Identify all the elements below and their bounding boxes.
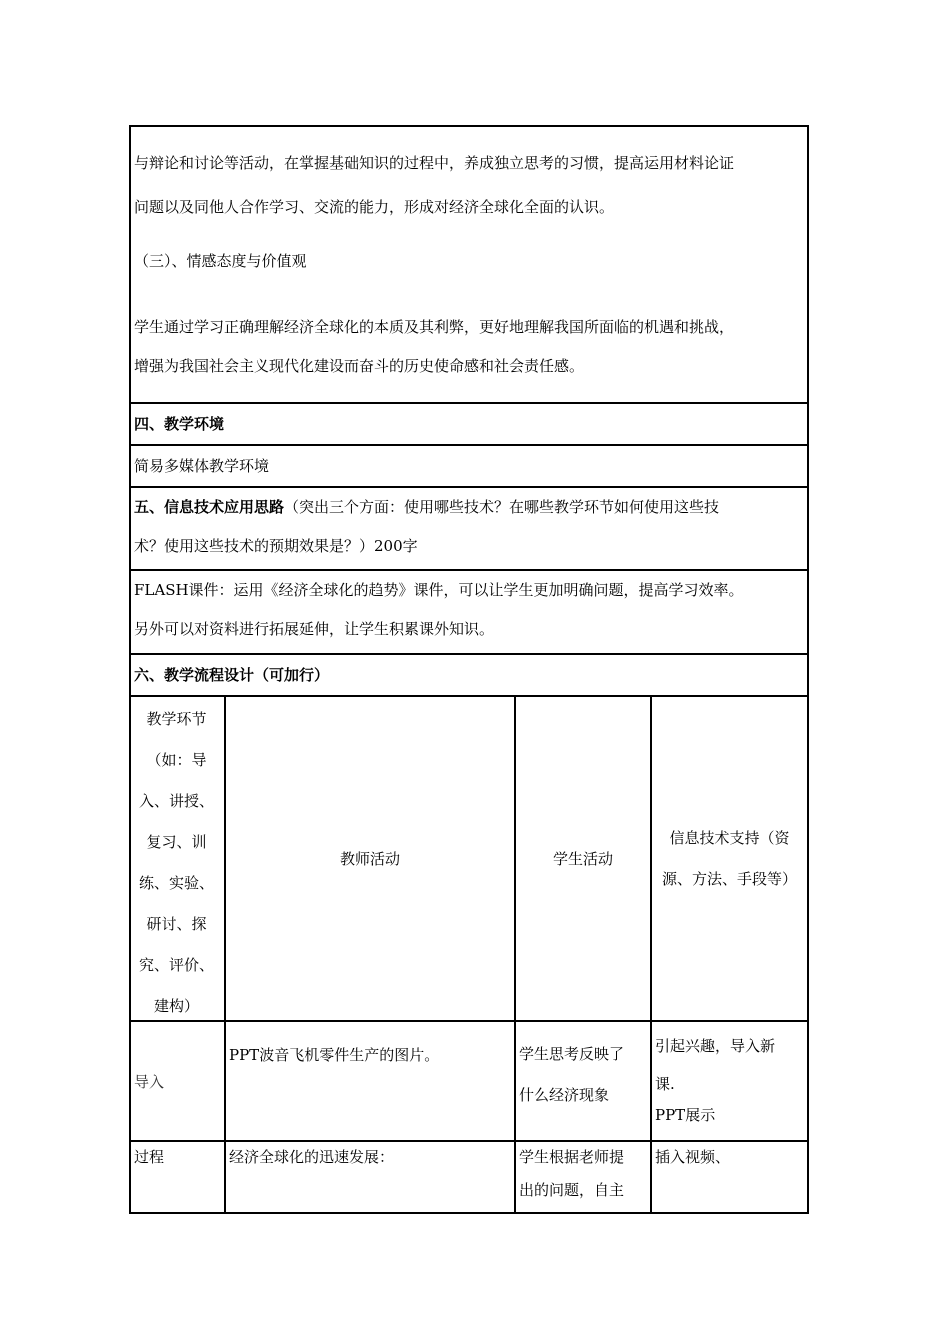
teacher-cell xyxy=(226,1142,516,1212)
it-text-line: 引起兴趣，导入新 xyxy=(655,1037,776,1055)
stage-header-line: 练、实验、 xyxy=(139,874,215,892)
stage-header-line: 入、讲授、 xyxy=(139,792,215,810)
it-header-line: 源、方法、手段等） xyxy=(661,869,797,888)
values-line-1: 学生通过学习正确理解经济全球化的本质及其利弊，更好地理解我国所面临的机遇和挑战， xyxy=(134,318,735,336)
it-heading-line-1 xyxy=(134,488,805,526)
student-text-line: 什么经济现象 xyxy=(519,1086,610,1104)
environment-heading-text: 四、教学环境 xyxy=(134,415,225,433)
it-column-header xyxy=(652,697,807,1020)
teacher-column-header xyxy=(226,697,516,1020)
student-cell xyxy=(516,1022,652,1140)
it-header-line: 信息技术支持（资 xyxy=(669,828,790,847)
stage-header-line: 教学环节 xyxy=(146,710,207,728)
values-heading: （三）、情感态度与价值观 xyxy=(134,252,307,270)
it-content-line-1: FLASH课件：运用《经济全球化的趋势》课件，可以让学生更加明确问题，提高学习效率。 xyxy=(134,581,744,599)
environment-heading xyxy=(131,404,807,446)
skills-line-1: 与辩论和讨论等活动，在掌握基础知识的过程中，养成独立思考的习惯，提高运用材料论证 xyxy=(134,154,735,172)
teacher-text: PPT波音飞机零件生产的图片。 xyxy=(229,1046,440,1064)
it-approach-content xyxy=(131,571,807,655)
it-cell xyxy=(652,1022,807,1140)
stage-cell xyxy=(131,1022,226,1140)
skills-line-2: 问题以及同他人合作学习、交流的能力，形成对经济全球化全面的认识。 xyxy=(134,198,615,216)
stage-header-line: 建构） xyxy=(153,997,199,1015)
student-cell xyxy=(516,1142,652,1212)
flow-heading xyxy=(131,655,807,697)
stage-text: 导入 xyxy=(134,1072,165,1091)
table-row xyxy=(131,1142,807,1212)
it-text-line: 插入视频、 xyxy=(655,1148,731,1166)
stage-cell xyxy=(131,1142,226,1212)
values-line-2: 增强为我国社会主义现代化建设而奋斗的历史使命感和社会责任感。 xyxy=(134,357,585,375)
student-text-line: 学生根据老师提 xyxy=(519,1148,625,1166)
it-heading-note-1: （突出三个方面：使用哪些技术？在哪些教学环节如何使用这些技 xyxy=(284,498,720,516)
student-text-line: 学生思考反映了 xyxy=(519,1045,625,1063)
stage-header-line: 复习、训 xyxy=(146,833,207,851)
stage-header-line: 究、评价、 xyxy=(139,956,215,974)
objectives-continuation xyxy=(131,141,807,404)
teacher-cell xyxy=(226,1022,516,1140)
stage-text: 过程 xyxy=(134,1148,165,1166)
student-text-line: 出的问题，自主 xyxy=(519,1181,625,1199)
it-approach-heading xyxy=(131,488,807,571)
it-text-line: PPT展示 xyxy=(655,1106,716,1124)
it-heading-bold: 五、信息技术应用思路 xyxy=(134,498,285,516)
it-content-line-2: 另外可以对资料进行拓展延伸，让学生积累课外知识。 xyxy=(134,620,495,638)
student-header-text: 学生活动 xyxy=(552,850,613,868)
stage-column-header xyxy=(131,697,226,1020)
it-heading-note-2: 术？使用这些技术的预期效果是？）200字 xyxy=(134,537,418,555)
it-text-line: 课. xyxy=(655,1075,675,1093)
it-cell xyxy=(652,1142,807,1212)
flow-heading-text: 六、教学流程设计（可加行） xyxy=(134,666,330,684)
table-row xyxy=(131,1022,807,1142)
stage-header-line: （如：导 xyxy=(146,751,207,769)
stage-header-line: 研讨、探 xyxy=(146,915,207,933)
lesson-plan-table xyxy=(129,125,809,1214)
environment-content xyxy=(131,446,807,488)
student-column-header xyxy=(516,697,652,1020)
teacher-text: 经济全球化的迅速发展： xyxy=(229,1148,395,1166)
environment-content-text: 简易多媒体教学环境 xyxy=(134,457,270,475)
teacher-header-text: 教师活动 xyxy=(339,850,400,868)
flow-header-row xyxy=(131,697,807,1022)
